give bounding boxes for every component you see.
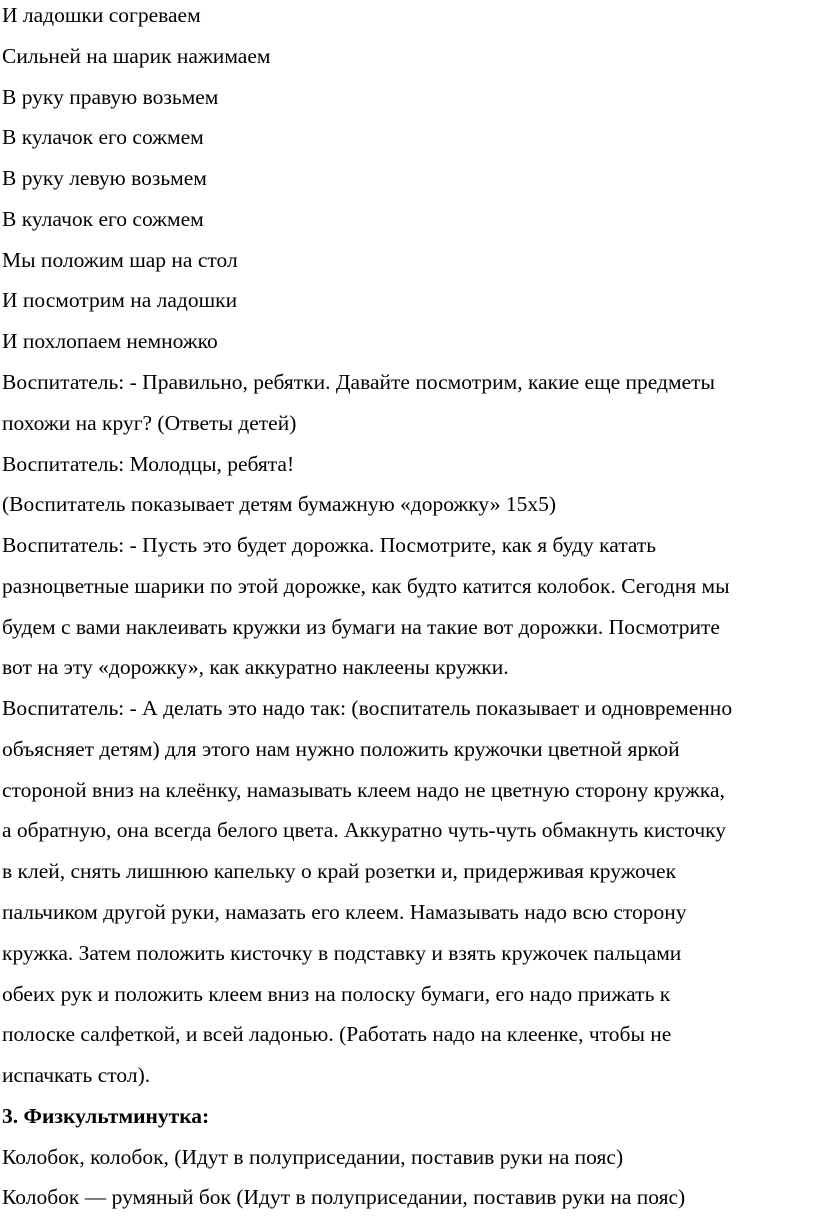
paragraph-line: Воспитатель: Молодцы, ребята! xyxy=(2,452,295,476)
paragraph-line: будем с вами наклеивать кружки из бумаги на такие вот дорожки. Посмотрите xyxy=(2,615,720,639)
poem-line: Мы положим шар на стол xyxy=(2,248,238,272)
paragraph-line: кружка. Затем положить кисточку в подставку и взять кружочек пальцами xyxy=(2,941,682,965)
paragraph-line: похожи на круг? (Ответы детей) xyxy=(2,411,297,435)
poem-line: И похлопаем немножко xyxy=(2,329,218,353)
paragraph-line: обеих рук и положить клеем вниз на полоску бумаги, его надо прижать к xyxy=(2,982,671,1006)
paragraph-line: а обратную, она всегда белого цвета. Аккуратно чуть-чуть обмакнуть кисточку xyxy=(2,818,727,842)
paragraph-line: вот на эту «дорожку», как аккуратно наклеены кружки. xyxy=(2,655,509,679)
poem-line: В кулачок его сожмем xyxy=(2,207,204,231)
poem-line: В кулачок его сожмем xyxy=(2,125,204,149)
paragraph-line: в клей, снять лишнюю капельку о край розетки и, придерживая кружочек xyxy=(2,859,677,883)
paragraph-line: Воспитатель: - А делать это надо так: (воспитатель показывает и одновременно xyxy=(2,696,733,720)
paragraph-line: Воспитатель: - Правильно, ребятки. Давайте посмотрим, какие еще предметы xyxy=(2,370,715,394)
paragraph-line: разноцветные шарики по этой дорожке, как будто катится колобок. Сегодня мы xyxy=(2,574,730,598)
poem-line: В руку левую возьмем xyxy=(2,166,207,190)
paragraph-line: Воспитатель: - Пусть это будет дорожка. Посмотрите, как я буду катать xyxy=(2,533,657,557)
paragraph-line: испачкать стол). xyxy=(2,1063,151,1087)
poem-line: И посмотрим на ладошки xyxy=(2,288,238,312)
section-heading: 3. Физкультминутка: xyxy=(2,1104,210,1128)
paragraph-line: Колобок — румяный бок (Идут в полуприседании, поставив руки на пояс) xyxy=(2,1185,686,1209)
poem-line: Сильней на шарик нажимаем xyxy=(2,44,271,68)
paragraph-line: пальчиком другой руки, намазать его клеем. Намазывать надо всю сторону xyxy=(2,900,687,924)
poem-line: И ладошки согреваем xyxy=(2,3,201,27)
poem-line: В руку правую возьмем xyxy=(2,85,219,109)
paragraph-line: Колобок, колобок, (Идут в полуприседании, поставив руки на пояс) xyxy=(2,1145,624,1169)
paragraph-line: объясняет детям) для этого нам нужно положить кружочки цветной яркой xyxy=(2,737,680,761)
paragraph-line: стороной вниз на клеёнку, намазывать клеем надо не цветную сторону кружка, xyxy=(2,778,725,802)
paragraph-line: полоске салфеткой, и всей ладонью. (Работать надо на клеенке, чтобы не xyxy=(2,1022,672,1046)
paragraph-line: (Воспитатель показывает детям бумажную «дорожку» 15х5) xyxy=(2,492,556,516)
